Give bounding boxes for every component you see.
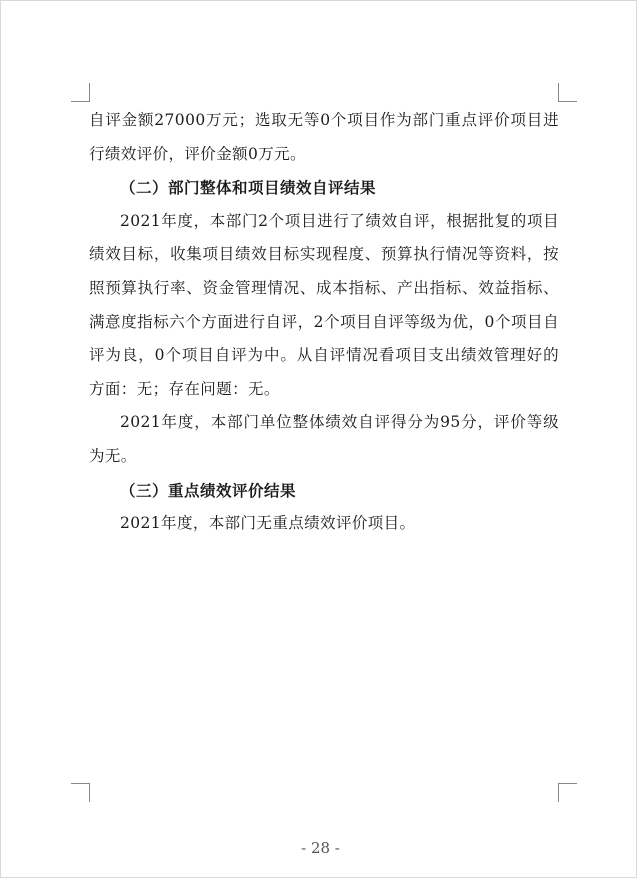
section-heading-2: （二）部门整体和项目绩效自评结果 [120,178,377,198]
paragraph-overall-score: 2021年度，本部门单位整体绩效自评得分为95分，评价等级为无。 [89,413,559,465]
crop-mark-bottom-right [558,783,577,802]
paragraph-self-evaluation: 2021年度，本部门2个项目进行了绩效自评，根据批复的项目绩效目标，收集项目绩效目标实现程度、预算执行情况等资料，按照预算执行率、资金管理情况、成本指标、产出指标、效益指标、满意度指标六个方面进行自评，2个项目自评等级为优，0个项目自评为良，0个项目自评为中。从自评情况看项目支出绩效管理好的方面：无；存在问题：无。 [89,211,559,398]
paragraph-key-evaluation: 2021年度，本部门无重点绩效评价项目。 [120,514,416,533]
crop-mark-top-right [558,83,577,102]
crop-mark-bottom-left [71,783,90,802]
crop-mark-top-left [71,83,90,102]
page-number: - 28 - [301,839,340,857]
document-body [89,104,559,541]
paragraph-continuation: 自评金额27000万元；选取无等0个项目作为部门重点评价项目进行绩效评价，评价金额0万元。 [89,111,559,163]
section-heading-3: （三）重点绩效评价结果 [120,480,297,500]
